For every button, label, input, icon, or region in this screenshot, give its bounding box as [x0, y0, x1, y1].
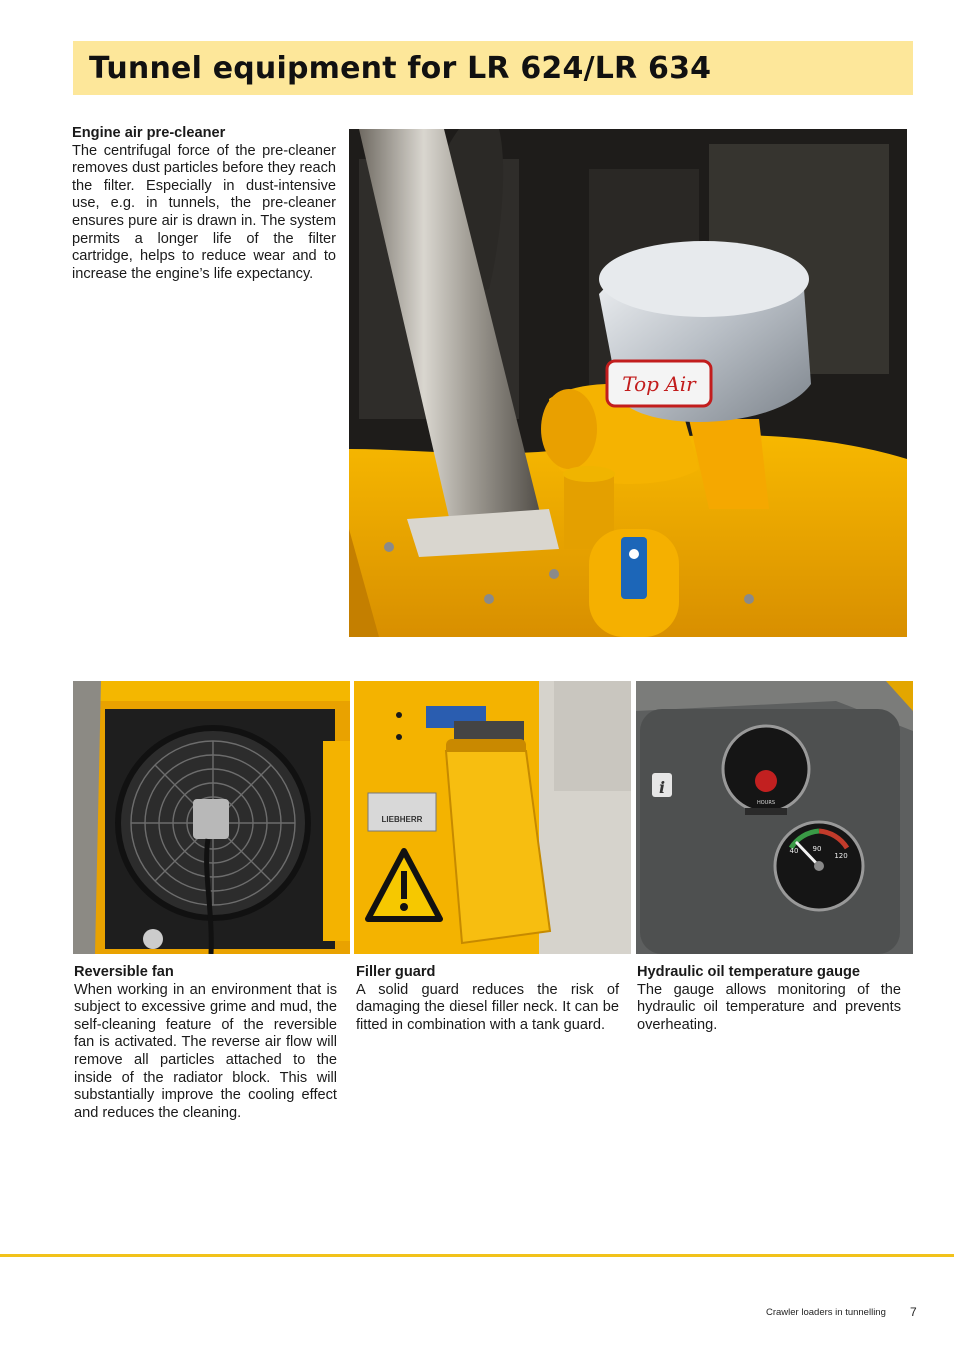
gauge-tick-label: 120: [834, 852, 848, 860]
gauge-tick-label: 90: [812, 845, 822, 853]
oil-gauge-body: The gauge allows monitoring of the hydraulic oil temperature and prevents overheating.: [637, 981, 901, 1033]
oil-gauge-section: [637, 964, 901, 1034]
filler-guard-section: [356, 964, 619, 1034]
oil-gauge-heading: Hydraulic oil temperature gauge: [637, 964, 861, 980]
top-air-label: Top Air: [622, 372, 696, 396]
hours-label: HOURS: [756, 800, 776, 806]
info-symbol: i: [658, 778, 666, 797]
filler-guard-body: A solid guard reduces the risk of damaging the diesel filler neck. It can be fitted in combination with a tank guard.: [356, 981, 619, 1033]
pre-cleaner-section: [72, 125, 336, 283]
pre-cleaner-photo: [349, 129, 907, 637]
page-number: 7: [910, 1305, 917, 1319]
oil-gauge-photo: [636, 681, 913, 954]
footer-rule: [0, 1254, 954, 1257]
pre-cleaner-body: The centrifugal force of the pre-cleaner removes dust particles before they reach the filter. Especially in dust-intensive use, e.g. in tunnels, the pre-cleaner ensures pure air is drawn in. The system permits a longer life of the filter cartridge, helps to reduce wear and to increase the engine’s life expectancy.: [72, 142, 336, 282]
footer-label: Crawler loaders in tunnelling: [766, 1307, 886, 1318]
reversible-fan-section: [74, 964, 337, 1122]
reversible-fan-body: When working in an environment that is subject to excessive grime and mud, the self-cleaning feature of the reversible fan is activated. The reverse air flow will remove all particles attached to the inside of the radiator block. This will substantially improve the cooling effect and reduces the cleaning.: [74, 981, 337, 1121]
pre-cleaner-heading: Engine air pre-cleaner: [72, 125, 226, 141]
reversible-fan-photo: [73, 681, 350, 954]
page-title: Tunnel equipment for LR 624/LR 634: [89, 51, 712, 86]
reversible-fan-heading: Reversible fan: [74, 964, 174, 980]
title-band: [73, 41, 913, 95]
filler-guard-heading: Filler guard: [356, 964, 436, 980]
gauge-tick-label: 40: [789, 847, 799, 855]
filler-guard-photo: [354, 681, 631, 954]
liebherr-plate-label: LIEBHERR: [381, 815, 423, 824]
